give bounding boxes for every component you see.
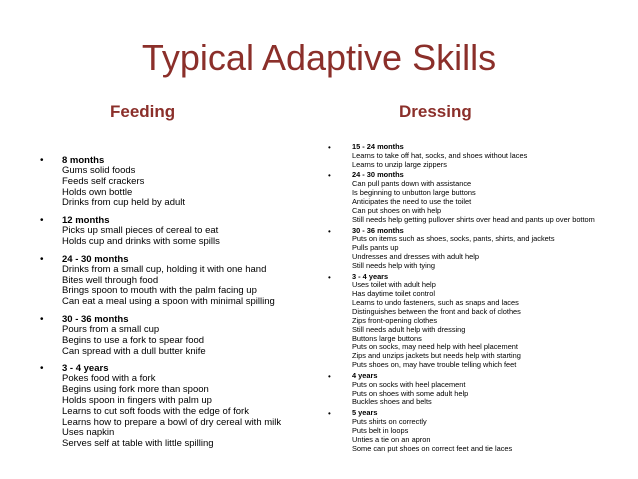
slide-title: Typical Adaptive Skills (141, 37, 497, 78)
bullet-icon: • (40, 363, 44, 375)
skill-item: Puts on socks, may need help with heel placement (352, 342, 518, 352)
skill-item: Learns to cut soft foods with the edge of fork (62, 405, 249, 417)
bullet-icon: • (328, 143, 331, 152)
age-label: 30 - 36 months (352, 225, 404, 235)
age-label: 4 years (352, 370, 378, 380)
age-label: 3 - 4 years (352, 271, 389, 281)
bullet-icon: • (328, 272, 331, 282)
skill-item: Puts shirts on correctly (352, 417, 427, 427)
dressing-group (0, 372, 638, 407)
skill-item: Learns to undo fasteners, such as snaps and laces (352, 298, 519, 308)
age-label: 12 months (62, 215, 110, 227)
dressing-group (0, 143, 638, 169)
skill-item: Still needs adult help with dressing (352, 324, 466, 334)
skill-item: Anticipates the need to use the toilet (352, 196, 472, 206)
skill-item: Pours from a small cup (62, 323, 160, 335)
skill-item: Drinks from a small cup, holding it with one hand (62, 263, 267, 275)
skill-item: Learns how to prepare a bowl of dry cereal with milk (62, 416, 282, 428)
skill-item: Serves self at table with little spilling (62, 438, 214, 450)
skill-item: Begins using fork more than spoon (62, 384, 209, 396)
skill-item: Drinks from cup held by adult (62, 197, 186, 209)
dressing-list (0, 143, 638, 455)
skill-item: Undresses and dresses with adult help (352, 251, 479, 261)
bullet-icon: • (328, 371, 331, 381)
skill-item: Puts belt in loops (352, 425, 409, 435)
bullet-icon: • (328, 171, 331, 181)
skill-item: Can spread with a dull butter knife (62, 345, 206, 357)
skill-item: Puts on items such as shoes, socks, pants, shirts, and jackets (352, 234, 555, 244)
skill-item: Learns to unzip large zippers (352, 159, 447, 169)
skill-item: Bites well through food (62, 274, 159, 286)
skill-item: Uses napkin (62, 427, 115, 439)
skill-item: Zips front-opening clothes (352, 315, 438, 325)
skill-item: Puts shoes on, may have trouble telling which feet (352, 360, 517, 370)
dressing-heading: Dressing (399, 102, 472, 121)
bullet-icon: • (328, 409, 331, 419)
age-label: 3 - 4 years (62, 363, 109, 375)
dressing-group (0, 273, 638, 370)
feeding-heading: Feeding (110, 102, 176, 121)
skill-item: Picks up small pieces of cereal to eat (62, 225, 219, 237)
skill-item: Can eat a meal using a spoon with minimal spilling (62, 296, 275, 308)
skill-item: Brings spoon to mouth with the palm facing up (62, 285, 257, 297)
skill-item: Has daytime toilet control (352, 289, 435, 299)
skill-item: Holds own bottle (62, 186, 133, 198)
skill-item: Feeds self crackers (62, 175, 145, 187)
skill-item: Can put shoes on with help (352, 205, 442, 215)
skill-item: Puts on socks with heel placement (352, 379, 466, 389)
bullet-icon: • (40, 253, 44, 265)
age-label: 24 - 30 months (62, 253, 129, 265)
age-label: 30 - 36 months (62, 313, 129, 325)
skill-item: Distinguishes between the front and back of clothes (352, 307, 521, 316)
skill-item: Buttons large buttons (352, 333, 422, 343)
skill-item: Some can put shoes on correct feet and tie laces (352, 443, 513, 453)
skill-item: Pulls pants up (352, 243, 399, 253)
skill-item: Gums solid foods (62, 165, 136, 176)
skill-item: Still needs help with tying (352, 260, 435, 270)
bullet-icon: • (40, 313, 44, 325)
skill-item: Unties a tie on an apron (352, 434, 431, 444)
skill-item: Holds spoon in fingers with palm up (62, 394, 212, 406)
skill-item: Buckles shoes and belts (352, 397, 432, 407)
dressing-group (0, 405, 638, 453)
skill-item: Begins to use a fork to spear food (62, 334, 205, 346)
skill-item: Zips and unzips jackets but needs help with starting (352, 351, 521, 361)
skill-item: Still needs help getting pullover shirts over head and pants up over bottom (352, 214, 595, 224)
age-label: 15 - 24 months (352, 142, 404, 151)
skill-item: Pokes food with a fork (62, 373, 156, 385)
skill-item: Is beginning to unbutton large buttons (352, 188, 476, 198)
skill-item: Learns to take off hat, socks, and shoes without laces (352, 150, 528, 160)
skill-item: Can pull pants down with assistance (352, 179, 472, 189)
age-label: 24 - 30 months (352, 170, 404, 180)
bullet-icon: • (40, 155, 44, 166)
skill-item: Uses toilet with adult help (352, 280, 436, 290)
dressing-group (0, 227, 638, 271)
skill-item: Puts on shoes with some adult help (352, 388, 469, 398)
age-label: 5 years (352, 408, 378, 418)
bullet-icon: • (40, 215, 44, 227)
age-label: 8 months (62, 155, 105, 166)
bullet-icon: • (328, 226, 331, 236)
skill-item: Holds cup and drinks with some spills (62, 235, 220, 247)
